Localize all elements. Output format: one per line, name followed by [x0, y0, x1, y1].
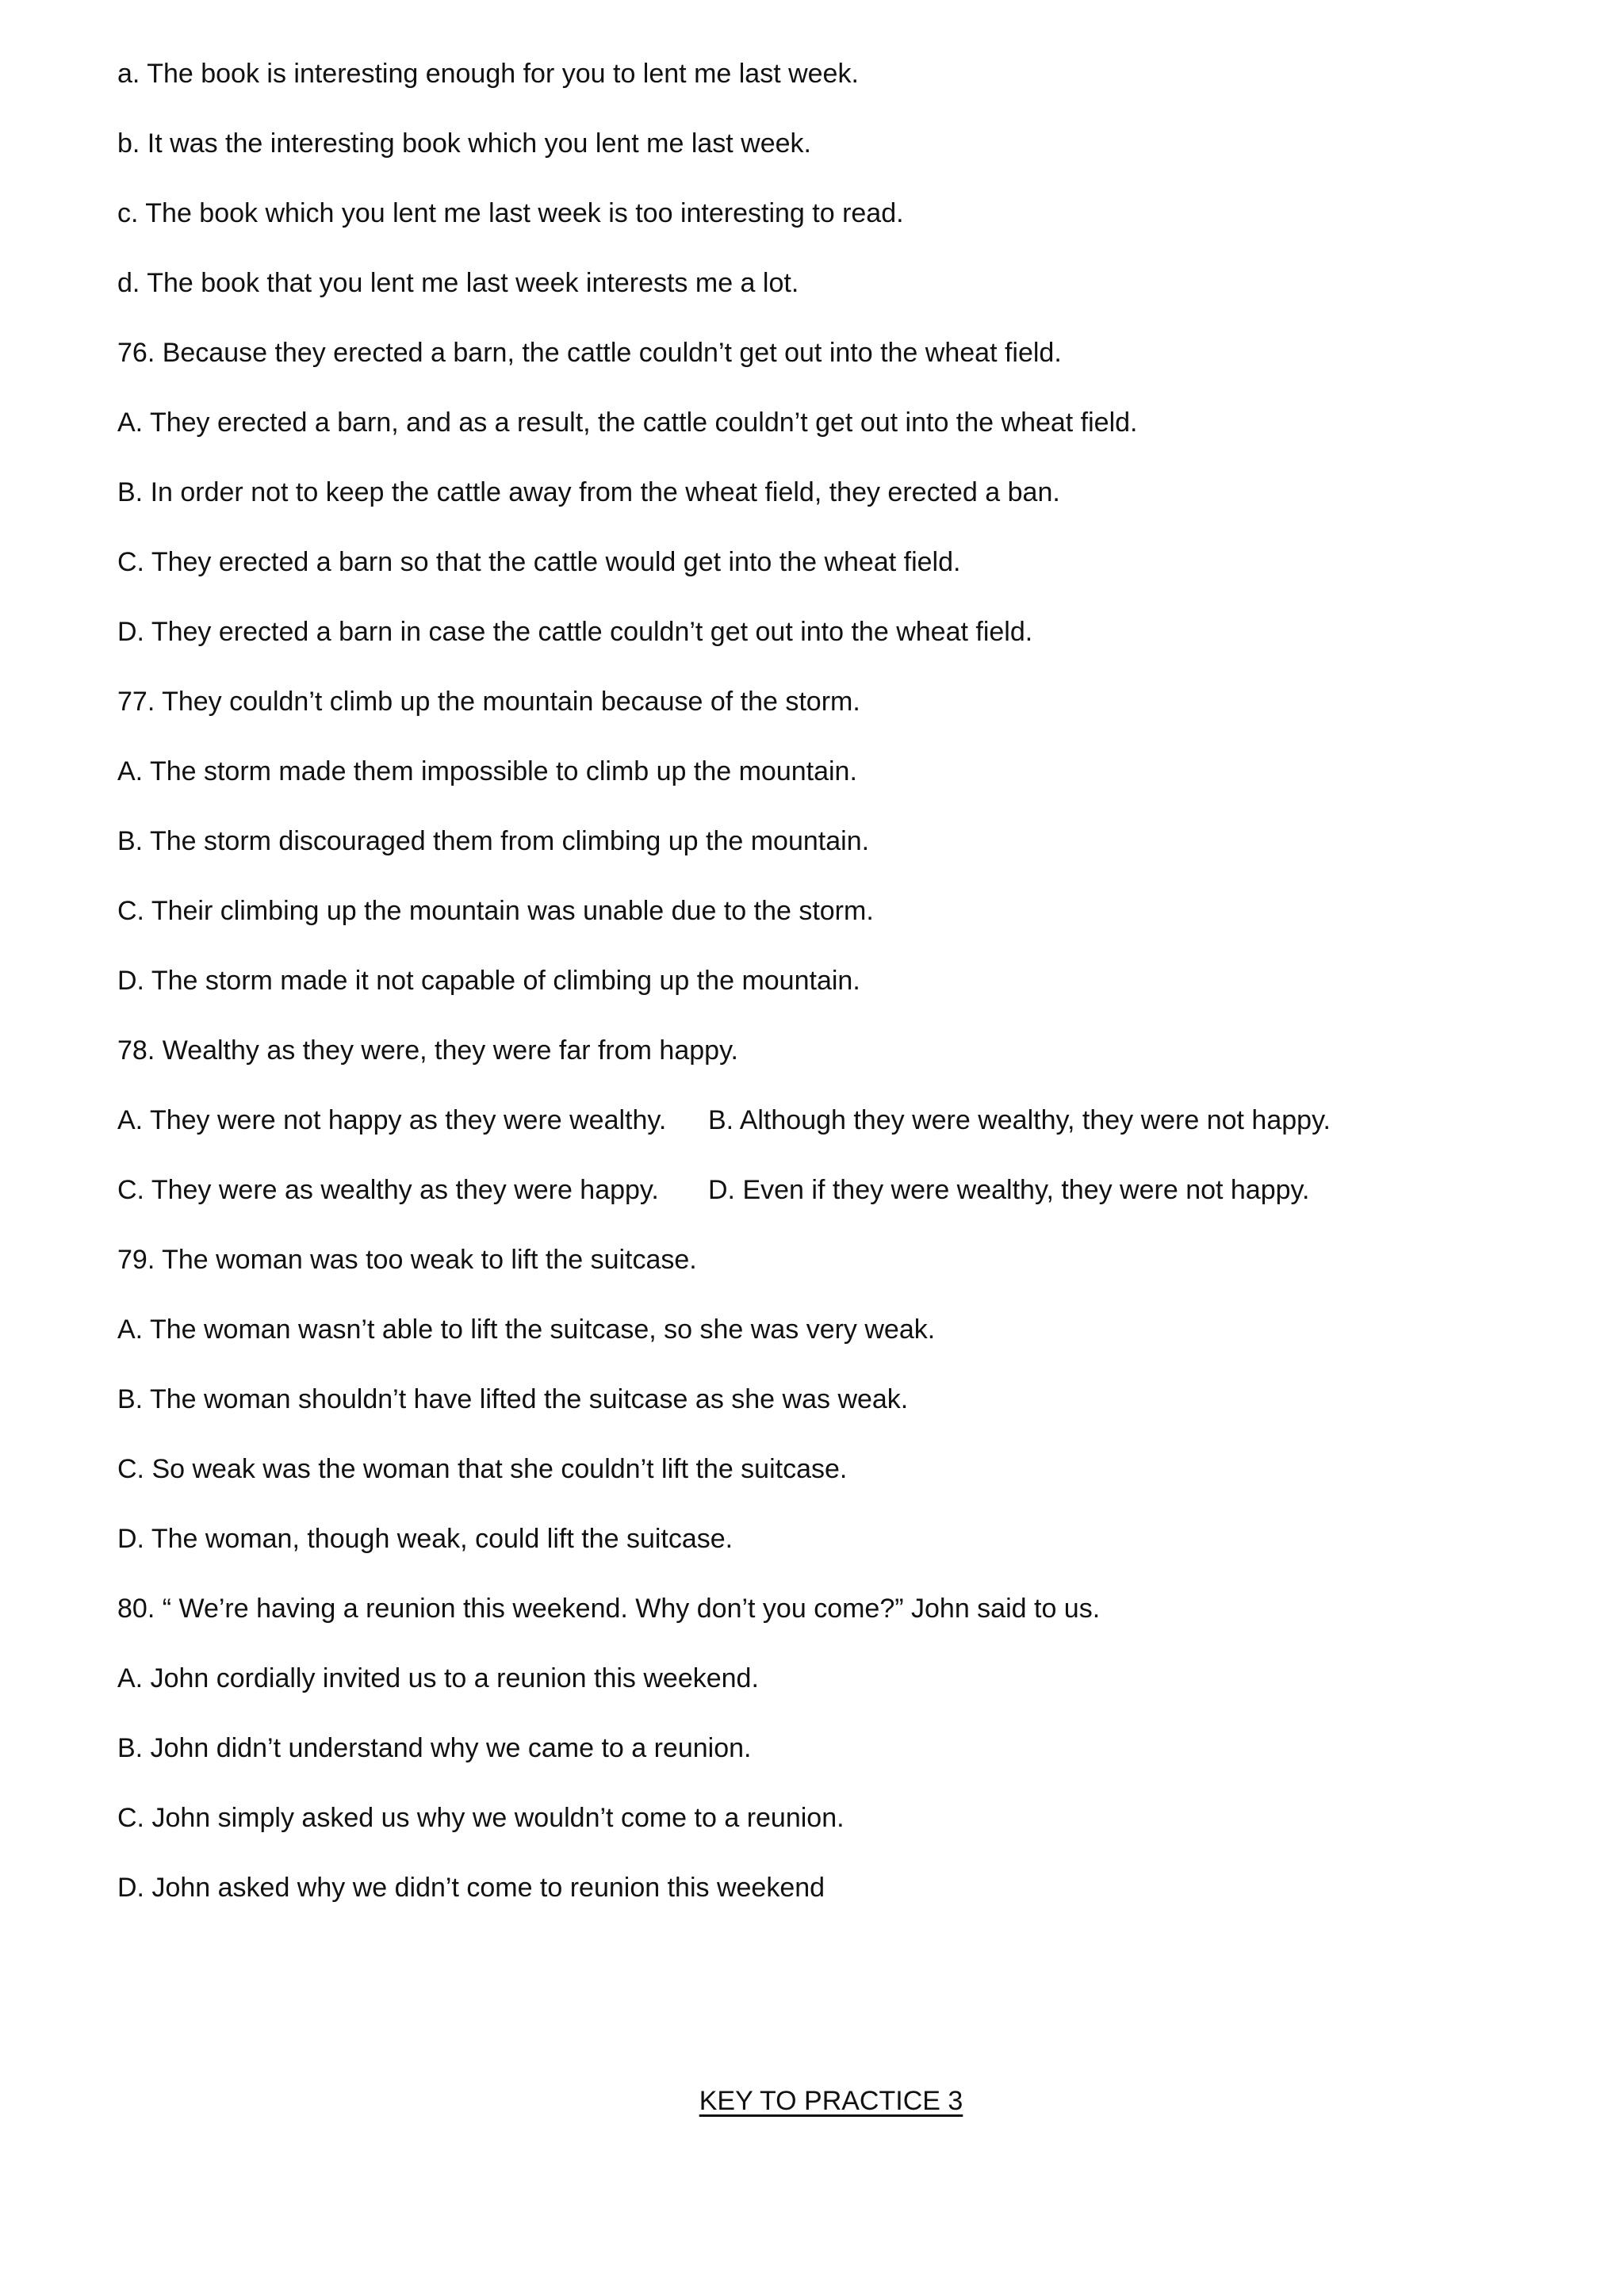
q79-question: 79. The woman was too weak to lift the suitcase. [117, 1245, 697, 1275]
q78-option-d: D. Even if they were wealthy, they were not happy. [708, 1175, 1310, 1205]
q77-option-d: D. The storm made it not capable of climbing up the mountain. [117, 966, 860, 996]
q80-option-b: B. John didn’t understand why we came to a reunion. [117, 1733, 752, 1763]
q77-option-b: B. The storm discouraged them from climbing up the mountain. [117, 826, 870, 856]
q78-option-a: A. They were not happy as they were wealthy. [117, 1105, 667, 1135]
q78-options-row-2 [117, 1168, 1513, 1238]
q76-option-b: B. In order not to keep the cattle away from the wheat field, they erected a ban. [117, 477, 1060, 507]
q79-option-c: C. So weak was the woman that she couldn’t lift the suitcase. [117, 1454, 848, 1484]
key-heading: KEY TO PRACTICE 3 [699, 2086, 963, 2116]
q79-option-b: B. The woman shouldn’t have lifted the suitcase as she was weak. [117, 1384, 909, 1414]
q77-option-a: A. The storm made them impossible to climb up the mountain. [117, 756, 857, 786]
q80-option-c: C. John simply asked us why we wouldn’t come to a reunion. [117, 1803, 845, 1833]
q77-question: 77. They couldn’t climb up the mountain because of the storm. [117, 687, 860, 717]
q75-option-c: c. The book which you lent me last week is too interesting to read. [117, 198, 904, 228]
q75-option-a: a. The book is interesting enough for you to lent me last week. [117, 59, 859, 89]
q79-option-a: A. The woman wasn’t able to lift the suitcase, so she was very weak. [117, 1314, 936, 1345]
q76-question: 76. Because they erected a barn, the cattle couldn’t get out into the wheat field. [117, 338, 1062, 368]
q78-options-row-1 [117, 1098, 1513, 1168]
q80-option-d: D. John asked why we didn’t come to reunion this weekend [117, 1873, 825, 1903]
q76-option-c: C. They erected a barn so that the cattle would get into the wheat field. [117, 547, 961, 577]
q75-option-d: d. The book that you lent me last week interests me a lot. [117, 268, 799, 298]
q76-option-d: D. They erected a barn in case the cattle couldn’t get out into the wheat field. [117, 617, 1033, 647]
q80-option-a: A. John cordially invited us to a reunion this weekend. [117, 1663, 759, 1693]
question-list [117, 52, 1513, 1935]
q78-option-b: B. Although they were wealthy, they were not happy. [708, 1105, 1331, 1135]
q79-option-d: D. The woman, though weak, could lift the suitcase. [117, 1524, 733, 1554]
q77-option-c: C. Their climbing up the mountain was unable due to the storm. [117, 896, 874, 926]
q76-option-a: A. They erected a barn, and as a result, the cattle couldn’t get out into the wheat field. [117, 408, 1138, 438]
q78-option-c: C. They were as wealthy as they were happy. [117, 1175, 659, 1205]
q75-option-b: b. It was the interesting book which you lent me last week. [117, 128, 812, 159]
q78-question: 78. Wealthy as they were, they were far from happy. [117, 1035, 738, 1066]
q80-question: 80. “ We’re having a reunion this weekend. Why don’t you come?” John said to us. [117, 1594, 1101, 1624]
